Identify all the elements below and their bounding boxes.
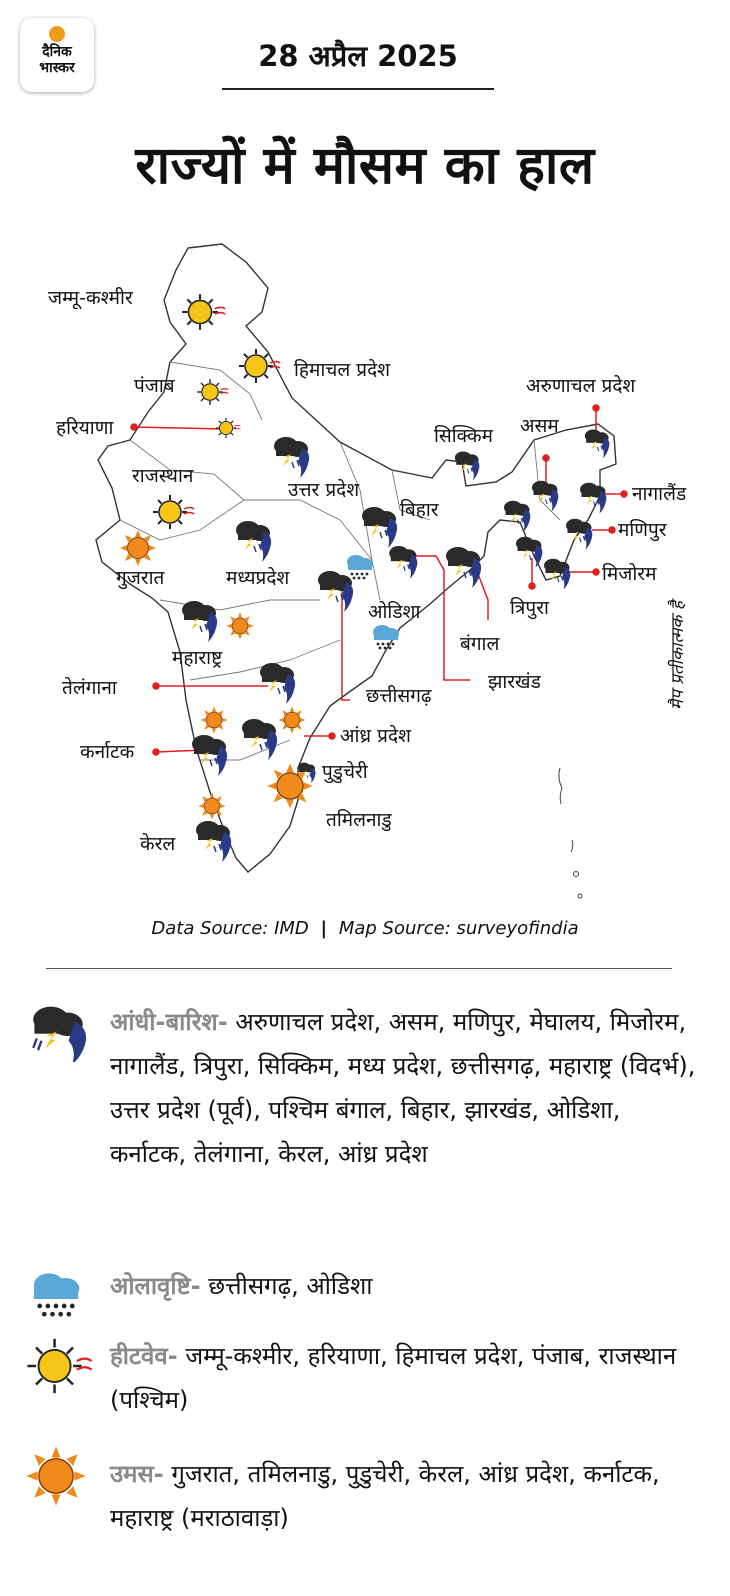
page-title: राज्यों में मौसम का हाल <box>135 136 595 196</box>
legend-storm <box>110 1000 700 1176</box>
legend-hail-states: छत्तीसगढ़, ओडिशा <box>200 1272 373 1300</box>
section-divider <box>46 968 672 969</box>
humid-sun-icon <box>24 1444 88 1508</box>
map-source: Map Source: surveyofindia <box>338 918 579 939</box>
legend-storm-category: आंधी-बारिश- <box>110 1008 228 1036</box>
label-mizoram: मिजोरम <box>602 563 657 585</box>
legend-heatwave-states: जम्मू-कश्मीर, हरियाणा, हिमाचल प्रदेश, पंजाब, राजस्थान (पश्चिम) <box>110 1342 677 1414</box>
label-jammu-kashmir: जम्मू-कश्मीर <box>48 287 133 309</box>
label-maharashtra: महाराष्ट्र <box>172 647 223 669</box>
legend-heatwave-category: हीटवेव- <box>110 1342 178 1370</box>
label-sikkim: सिक्किम <box>434 425 493 447</box>
label-rajasthan: राजस्थान <box>132 465 194 487</box>
legend-humid <box>110 1452 700 1540</box>
logo-line2: भास्कर <box>39 60 75 76</box>
label-tripura: त्रिपुरा <box>510 597 549 619</box>
label-chhattisgarh: छत्तीसगढ़ <box>366 685 432 707</box>
label-kerala: केरल <box>140 833 176 855</box>
storm-rain-icon <box>516 537 542 568</box>
label-bengal: बंगाल <box>460 633 500 655</box>
storm-rain-icon <box>196 821 231 862</box>
label-odisha: ओडिशा <box>368 601 421 623</box>
heatwave-icon <box>20 1336 94 1396</box>
label-uttar-pradesh: उत्तर प्रदेश <box>288 479 360 501</box>
date-heading: 28 अप्रैल 2025 <box>258 39 458 73</box>
source-line <box>0 918 730 939</box>
humid-sun-icon <box>279 707 306 734</box>
label-haryana: हरियाणा <box>56 417 114 439</box>
label-tamilnadu: तमिलनाडु <box>326 809 392 831</box>
label-jharkhand: झारखंड <box>488 671 541 693</box>
legend-hail-category: ओलावृष्टि- <box>110 1272 201 1300</box>
label-nagaland: नागालैंड <box>632 483 687 505</box>
source-separator: | <box>320 918 328 939</box>
legend-humid-states: गुजरात, तमिलनाडु, पुडुचेरी, केरल, आंध्र प्रदेश, कर्नाटक, महाराष्ट्र (मराठावाड़ा) <box>110 1460 660 1532</box>
hailstorm-icon <box>24 1264 88 1320</box>
legend-hail <box>110 1264 700 1308</box>
legend-humid-category: उमस- <box>110 1460 164 1488</box>
humid-sun-icon <box>199 793 226 820</box>
label-bihar: बिहार <box>400 499 439 521</box>
storm-rain-icon <box>18 996 98 1062</box>
humid-sun-icon <box>120 530 156 566</box>
label-himachal: हिमाचल प्रदेश <box>294 359 391 381</box>
label-puducherry: पुडुचेरी <box>322 761 368 783</box>
label-gujarat: गुजरात <box>116 567 165 589</box>
label-madhya-pradesh: मध्यप्रदेश <box>226 567 290 589</box>
andaman-islands <box>559 768 582 898</box>
label-manipur: मणिपुर <box>618 519 667 541</box>
label-andhra: आंध्र प्रदेश <box>340 725 411 747</box>
label-punjab: पंजाब <box>134 375 175 397</box>
logo-line1: दैनिक <box>42 44 72 60</box>
humid-sun-icon <box>201 707 228 734</box>
label-assam: असम <box>520 415 559 437</box>
label-arunachal: अरुणाचल प्रदेश <box>526 375 636 397</box>
map-disclaimer: मैप प्रतीकात्मक है <box>668 601 688 710</box>
humid-sun-icon <box>227 613 254 640</box>
label-telangana: तेलंगाना <box>62 677 117 699</box>
legend-storm-states: अरुणाचल प्रदेश, असम, मणिपुर, मेघालय, मिजोरम, नागालैंड, त्रिपुरा, सिक्किम, मध्य प्रदेश, छत्तीसगढ़, महाराष्ट्र (विदर्भ), उत्तर प्रदेश (पूर्व), पश्चिम बंगाल, बिहार, झारखंड, ओडिशा, कर्नाटक, तेलंगाना, केरल, आंध्र प्रदेश <box>110 1008 696 1168</box>
legend-heatwave <box>110 1334 700 1422</box>
label-karnataka: कर्नाटक <box>80 741 135 763</box>
data-source: Data Source: IMD <box>151 918 309 939</box>
